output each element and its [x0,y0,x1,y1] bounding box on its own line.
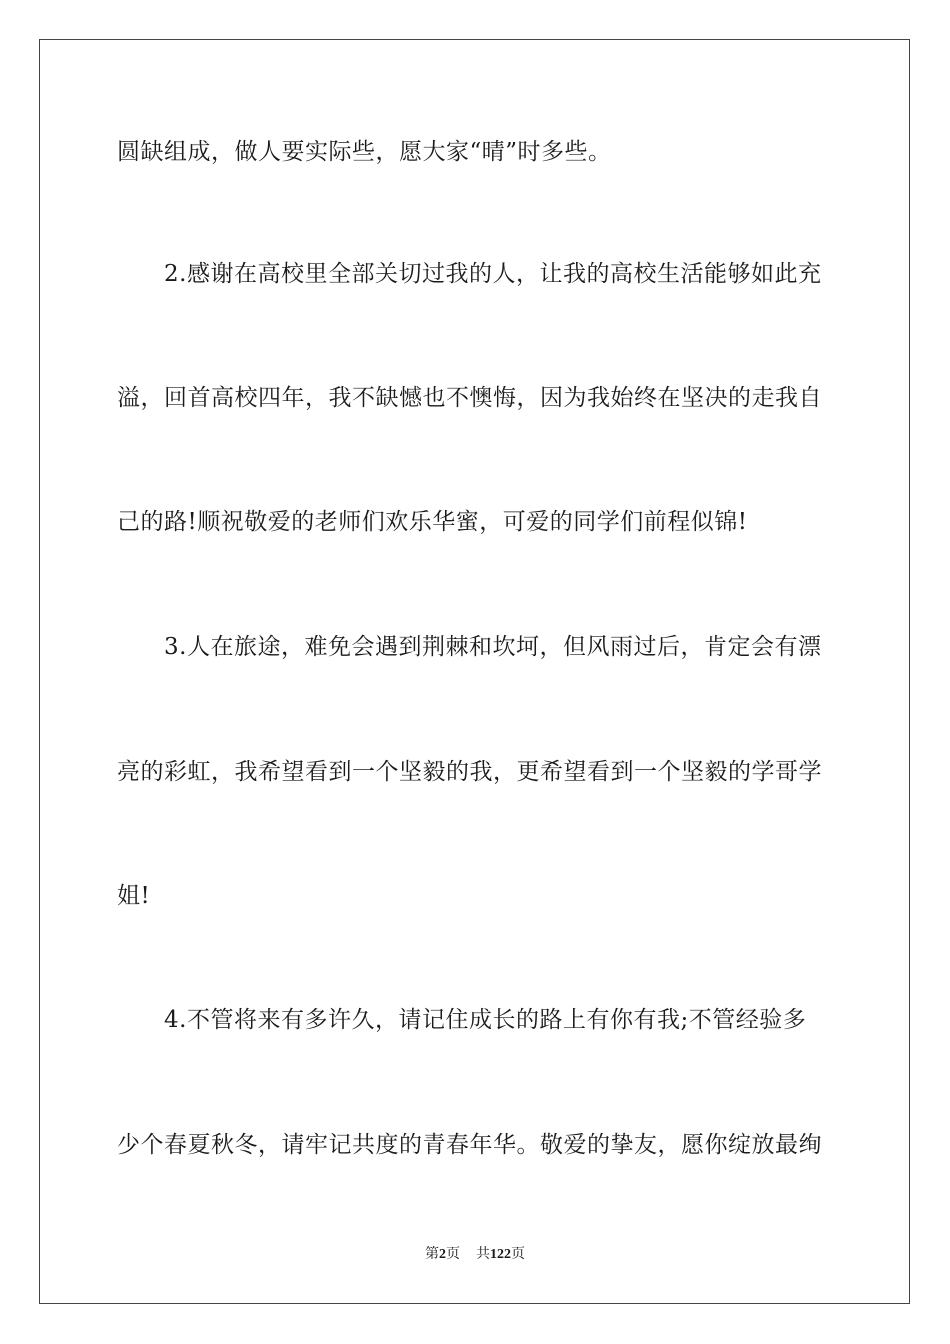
body-text-line: 亮的彩虹，我希望看到一个坚毅的我，更希望看到一个坚毅的学哥学 [117,759,822,785]
body-text-line: 己的路!顺祝敬爱的老师们欢乐华蜜，可爱的同学们前程似锦! [117,509,748,535]
body-text-line: 少个春夏秋冬，请牢记共度的青春年华。敬爱的挚友，愿你绽放最绚 [117,1132,822,1158]
body-text-line: 4.不管将来有多许久，请记住成长的路上有你有我;不管经验多 [117,1007,807,1033]
page-number: 2 [439,1247,446,1262]
page-footer [0,1246,950,1264]
body-text-line: 圆缺组成，做人要实际些，愿大家“晴”时多些。 [117,139,612,165]
total-pages: 122 [490,1247,511,1262]
total-prefix: 共 [476,1247,490,1262]
body-text-line: 姐! [117,883,151,909]
total-suffix: 页 [511,1247,525,1262]
body-text-line: 3.人在旅途，难免会遇到荆棘和坎坷，但风雨过后，肯定会有漂 [117,634,822,660]
page-frame [39,39,910,1304]
page-suffix: 页 [446,1247,460,1262]
body-text-line: 2.感谢在高校里全部关切过我的人，让我的高校生活能够如此充 [117,261,822,287]
page-prefix: 第 [425,1247,439,1262]
body-text-line: 溢，回首高校四年，我不缺憾也不懊悔，因为我始终在坚决的走我自 [117,385,822,411]
